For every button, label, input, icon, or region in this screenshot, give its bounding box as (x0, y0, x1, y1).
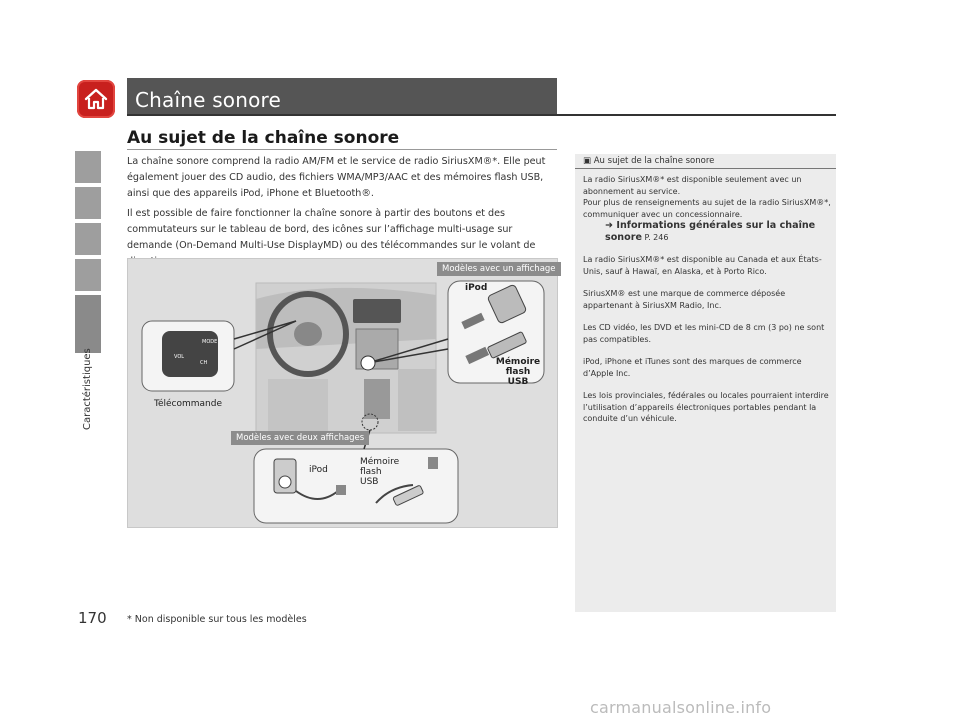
home-icon (83, 87, 109, 111)
vol-button-label: VOL (174, 354, 185, 360)
title-divider (127, 114, 836, 116)
audio-system-illustration (127, 258, 558, 528)
home-button[interactable] (77, 80, 115, 118)
controls-paragraph: Il est possible de faire fonctionner la chaîne sonore à partir des boutons et des commutateurs sur le tableau de bord, des icônes sur l’affichage multi-usage sur demande (On-Demand Multi-Use DisplayMD) ou des télécommandes sur le volant de (127, 208, 536, 251)
footnote: * Non disponible sur tous les modèles (127, 614, 307, 625)
dashboard-drawing (128, 259, 559, 529)
cross-reference-link[interactable]: ➜ Informations générales sur la chaîne sonore P. 246 (605, 220, 816, 243)
note-icon: ▣ (583, 156, 592, 166)
flash-label-top: Mémoire flash USB (495, 357, 541, 387)
remote-label: Télécommande (154, 399, 223, 409)
mode-button-label: MODE (202, 339, 218, 345)
sidebar-heading: ▣ Au sujet de la chaîne sonore (583, 156, 715, 166)
chapter-tab[interactable] (75, 259, 101, 291)
sidebar-body: La radio SiriusXM®* est disponible seulement avec un abonnement au service. Pour plus de renseignements au sujet de la radio SiriusXM®*, communiquer avec un concessionnaire. ➜ Informations générales sur la chaîne sonore P. 246 La radio SiriusXM®* est disponible au Canada et aux États-Unis, sauf à Hawaï, en Alaska, et à Porto Rico. SiriusXM® est une marque de commerce déposée appartenant à SiriusXM Radio, Inc. Les CD vidéo, les DVD et les mini-CD de 8 cm (3 po) ne sont pas compatibles. iPod, iPhone et iTunes sont des marques de commerce d’Apple Inc. Les lois provinciales, fédérales ou locales pourraient interdire l’utilisation d’appareils électroniques portables pendant la conduite d’un véhicule. (583, 175, 831, 423)
watermark: carmanualsonline.info (590, 698, 772, 717)
ch-button-label: CH (200, 360, 208, 366)
flash-label-bottom: Mémoire flash USB (360, 457, 400, 487)
chapter-tab[interactable] (75, 223, 101, 255)
arrow-icon: ➜ (605, 220, 617, 231)
chapter-label: Caractéristiques (82, 348, 93, 430)
single-display-tag: Modèles avec un affichage (437, 262, 561, 276)
intro-paragraph: La chaîne sonore comprend la radio AM/FM et le service de radio SiriusXM®*. Elle peut également jouer des CD audio, des fichiers WMA/MP3/AAC et des mémoires flash USB, ainsi que des appareils iPod, iPhone et Bluetooth®. (127, 156, 546, 199)
ipod-label-top: iPod (465, 283, 488, 293)
section-divider (127, 149, 557, 150)
ipod-label-bottom: iPod (309, 465, 328, 475)
dual-display-tag: Modèles avec deux affichages (231, 431, 369, 445)
section-heading: Au sujet de la chaîne sonore (127, 128, 400, 148)
chapter-tab[interactable] (75, 151, 101, 183)
sidebar-divider (575, 168, 836, 169)
page-number: 170 (78, 609, 107, 627)
chapter-tab[interactable] (75, 187, 101, 219)
page-title: Chaîne sonore (127, 78, 557, 114)
